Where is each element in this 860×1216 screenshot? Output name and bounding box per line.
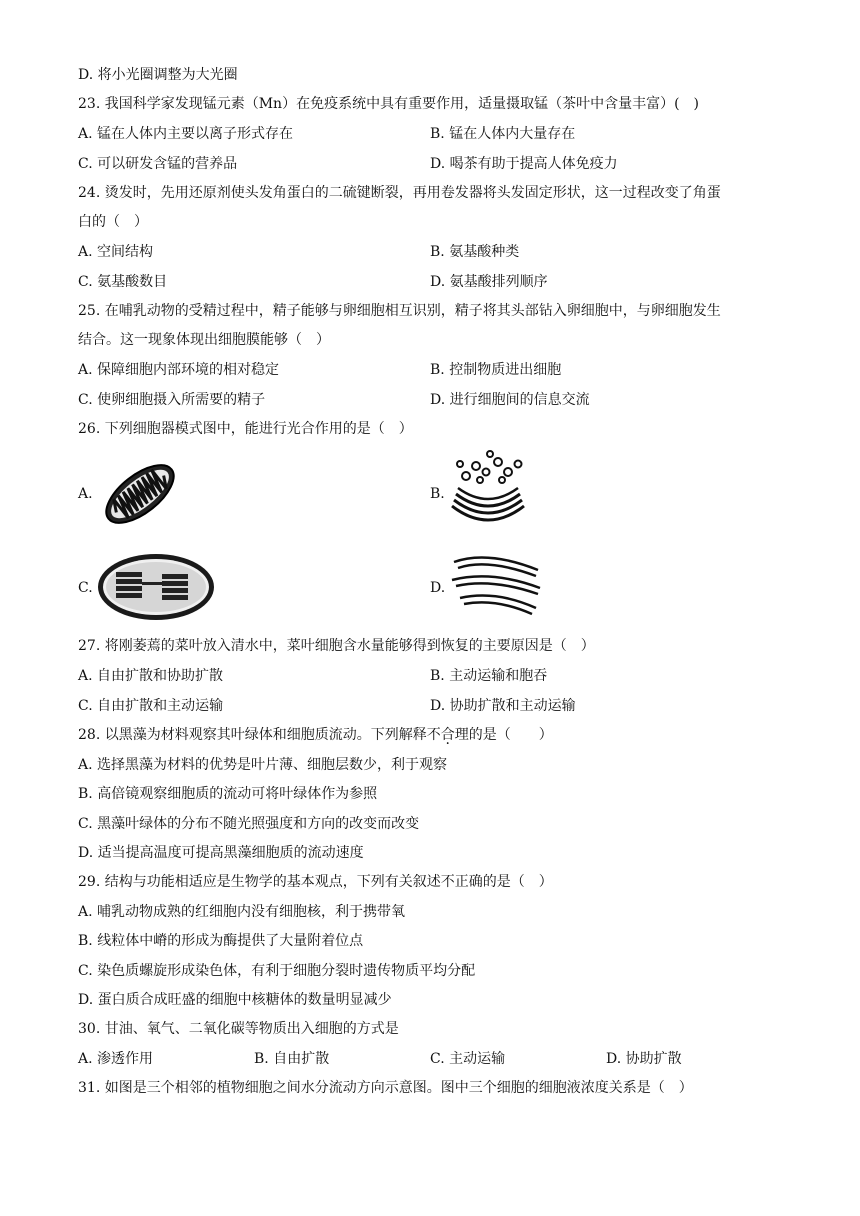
golgi-apparatus-icon — [446, 446, 530, 534]
q24-option-c: C. 氨基酸数目 — [78, 274, 168, 290]
q23-option-d: D. 喝茶有助于提高人体免疫力 — [430, 156, 618, 172]
q30-option-c: C. 主动运输 — [430, 1051, 506, 1067]
q23-option-c: C. 可以研发含锰的营养品 — [78, 156, 238, 172]
q28-option-c: C. 黑藻叶绿体的分布不随光照强度和方向的改变而改变 — [78, 816, 420, 832]
q23-option-a: A. 锰在人体内主要以离子形式存在 — [78, 126, 294, 142]
q29-option-d: D. 蛋白质合成旺盛的细胞中核糖体的数量明显减少 — [78, 992, 392, 1008]
endoplasmic-reticulum-icon — [448, 548, 544, 620]
q28-emphasis: 不合理 — [426, 727, 469, 743]
q29-stem: 29. 结构与功能相适应是生物学的基本观点，下列有关叙述不正确的是（ ） — [78, 874, 553, 890]
q25-option-d: D. 进行细胞间的信息交流 — [430, 392, 590, 408]
q24-stem-line2: 白的（ ） — [78, 214, 148, 230]
q26-option-a-label: A. — [78, 486, 93, 502]
q26-option-d-label: D. — [430, 580, 446, 596]
q24-option-d: D. 氨基酸排列顺序 — [430, 274, 548, 290]
q29-option-c: C. 染色质螺旋形成染色体，有利于细胞分裂时遗传物质平均分配 — [78, 963, 476, 979]
q24-option-a: A. 空间结构 — [78, 244, 154, 260]
q28-stem-pre: 28. 以黑藻为材料观察其叶绿体和细胞质流动。下列解释 — [78, 727, 427, 743]
q27-option-b: B. 主动运输和胞吞 — [430, 668, 548, 684]
q29-option-a: A. 哺乳动物成熟的红细胞内没有细胞核，利于携带氧 — [78, 904, 406, 920]
q28-option-a: A. 选择黑藻为材料的优势是叶片薄、细胞层数少，利于观察 — [78, 757, 448, 773]
q28-option-b: B. 高倍镜观察细胞质的流动可将叶绿体作为参照 — [78, 786, 378, 802]
q22-option-d: D. 将小光圈调整为大光圈 — [78, 67, 238, 83]
q27-option-d: D. 协助扩散和主动运输 — [430, 698, 576, 714]
q25-option-a: A. 保障细胞内部环境的相对稳定 — [78, 362, 280, 378]
q30-option-a: A. 渗透作用 — [78, 1051, 154, 1067]
q27-stem: 27. 将刚萎蔫的菜叶放入清水中，菜叶细胞含水量能够得到恢复的主要原因是（ ） — [78, 638, 595, 654]
q25-stem-line2: 结合。这一现象体现出细胞膜能够（ ） — [78, 332, 330, 348]
q28-stem-post: 的是（ ） — [468, 727, 553, 743]
q23-stem: 23. 我国科学家发现锰元素（Mn）在免疫系统中具有重要作用，适量摄取锰（茶叶中含量丰富）( ) — [78, 96, 699, 112]
q25-option-c: C. 使卵细胞摄入所需要的精子 — [78, 392, 266, 408]
q26-option-b-label: B. — [430, 486, 445, 502]
q27-option-a: A. 自由扩散和协助扩散 — [78, 668, 224, 684]
q24-option-b: B. 氨基酸种类 — [430, 244, 520, 260]
q25-stem-line1: 25. 在哺乳动物的受精过程中，精子能够与卵细胞相互识别，精子将其头部钻入卵细胞中，与卵细胞发生 — [78, 303, 721, 319]
q24-stem-line1: 24. 烫发时，先用还原剂使头发角蛋白的二硫键断裂，再用卷发器将头发固定形状，这一过程改变了角蛋 — [78, 185, 721, 201]
q26-stem: 26. 下列细胞器模式图中，能进行光合作用的是（ ） — [78, 421, 413, 437]
mitochondrion-icon — [98, 452, 182, 536]
chloroplast-icon — [96, 552, 216, 622]
q26-option-c-label: C. — [78, 580, 93, 596]
q28-option-d: D. 适当提高温度可提高黑藻细胞质的流动速度 — [78, 845, 364, 861]
q28-stem — [78, 725, 553, 745]
q30-option-b: B. 自由扩散 — [254, 1051, 330, 1067]
q25-option-b: B. 控制物质进出细胞 — [430, 362, 562, 378]
q31-stem: 31. 如图是三个相邻的植物细胞之间水分流动方向示意图。图中三个细胞的细胞液浓度关系是（ ） — [78, 1080, 693, 1096]
q30-stem: 30. 甘油、氧气、二氧化碳等物质出入细胞的方式是 — [78, 1021, 399, 1037]
q30-option-d: D. 协助扩散 — [606, 1051, 682, 1067]
q29-option-b: B. 线粒体中嵴的形成为酶提供了大量附着位点 — [78, 933, 364, 949]
q27-option-c: C. 自由扩散和主动运输 — [78, 698, 224, 714]
q23-option-b: B. 锰在人体内大量存在 — [430, 126, 576, 142]
